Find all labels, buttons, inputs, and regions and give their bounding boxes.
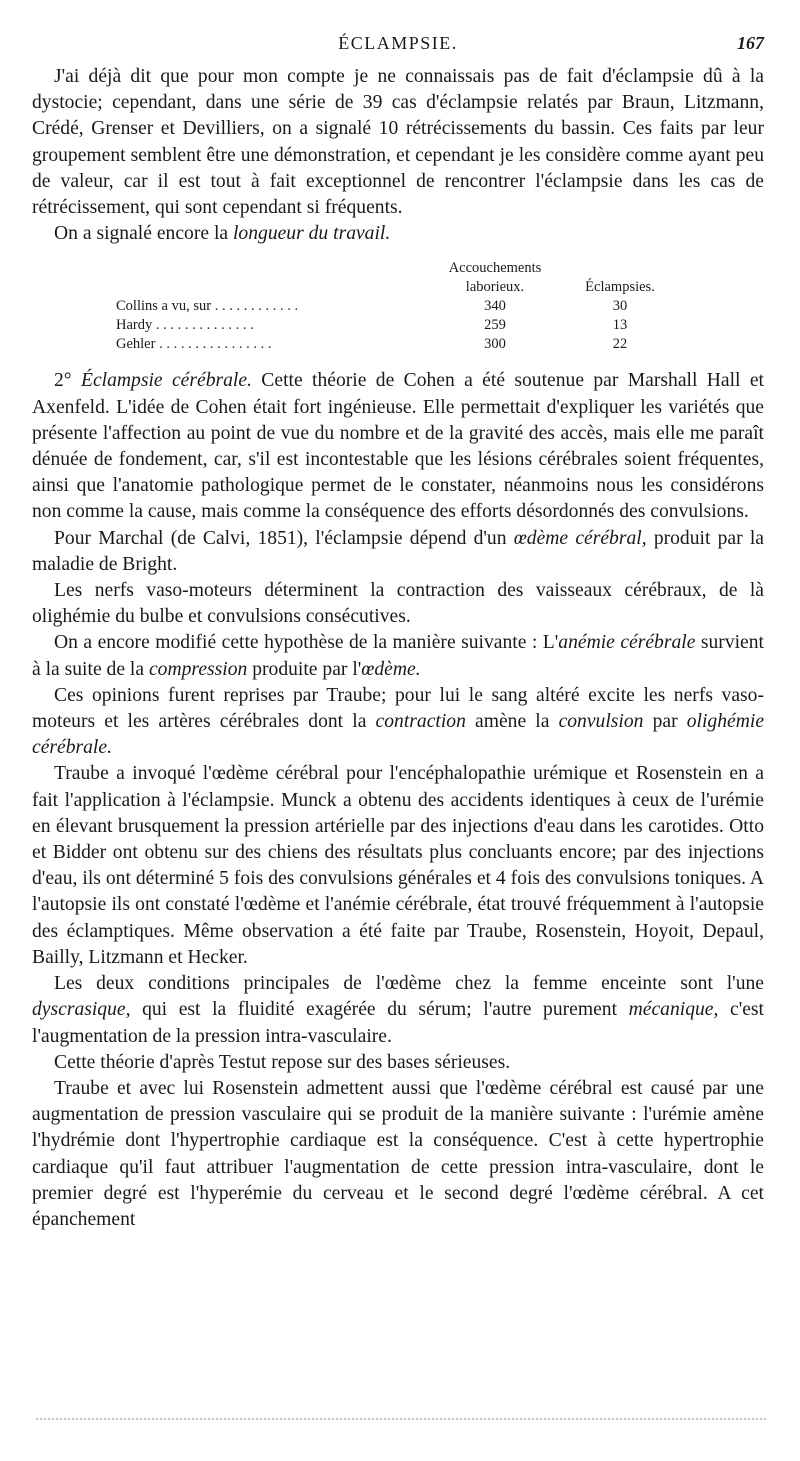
paragraph-eclampsie-cerebrale: 2° Éclampsie cérébrale. Cette théorie de Cohen a été soutenue par Marshall Hall et Axenfeld. L'idée de Cohen était fort ingénieuse. Elle permettait d'expliquer les variétés que présente l'affection au point de vue du nombre et de la gravité des accès, mais elle me paraît dénuée de fondement, car, s'il est incontestable que les lésions cérébrales soient fréquentes, ainsi que l'anatomie pathologique permet de le constater, néanmoins nous les considérons non comme la cause, mais comme la conséquence des efforts désordonnés des convulsions. [32, 370, 764, 523]
leader-dots: . . . . . . . . . . . . . . [155, 317, 254, 334]
paragraph-longueur-travail: On a signalé encore la longueur du travail. [54, 223, 391, 245]
cell-laborieux: 300 [484, 336, 506, 353]
column-header-laborieux: Accouchements laborieux. [448, 260, 542, 296]
row-label: Hardy [116, 317, 153, 334]
table-header-row [116, 259, 690, 297]
column-header-eclampsies: Éclampsies. [585, 279, 655, 296]
cell-eclampsies: 13 [612, 317, 628, 334]
row-label: Collins a vu, sur [116, 298, 212, 315]
table-row [116, 335, 690, 354]
book-page [32, 30, 764, 1233]
page-number: 167 [737, 33, 764, 53]
table-row [116, 297, 690, 316]
paragraph-nerfs-vaso-moteurs: Les nerfs vaso-moteurs déterminent la contraction des vaisseaux cérébraux, de là olighémie du bulbe et convulsions consécutives. [32, 580, 764, 628]
cell-laborieux: 340 [484, 298, 506, 315]
paragraph-traube-oedeme: Traube a invoqué l'œdème cérébral pour l'encéphalopathie urémique et Rosenstein en a fait l'application à l'éclampsie. Munck a obtenu des accidents identiques à ceux de l'urémie en élevant brusquement la pression artérielle par des injections d'eau dans les carotides. Otto et Bidder ont obtenu sur des chiens des résultats plus concluants encore; par des injections d'eau, ils ont déterminé 5 fois des convulsions générales et 4 fois des convulsions toniques. A l'autopsie ils ont constaté l'œdème et l'anémie cérébrale, état trouvé fréquemment à l'autopsie des éclamptiques. Même observation a été faite par Traube, Rosenstein, Hoyoit, Depaul, Bailly, Litzmann et Hecker. [32, 763, 764, 968]
paragraph-deux-conditions: Les deux conditions principales de l'œdème chez la femme enceinte sont l'une dyscrasique, qui est la fluidité exagérée du sérum; l'autre purement mécanique, c'est l'augmentation de la pression intra-vasculaire. [32, 973, 764, 1047]
cell-eclampsies: 22 [612, 336, 628, 353]
paragraph-marchal: Pour Marchal (de Calvi, 1851), l'éclampsie dépend d'un œdème cérébral, produit par la maladie de Bright. [32, 527, 764, 575]
statistics-table [116, 259, 690, 354]
running-title: ÉCLAMPSIE. [338, 33, 458, 53]
running-header [32, 30, 764, 56]
paragraph-traube-opinions: Ces opinions furent reprises par Traube; pour lui le sang altéré excite les nerfs vaso-moteurs et les artères cérébrales dont la contraction amène la convulsion par olighémie cérébrale. [32, 684, 765, 759]
paragraph-hypothese-modifiee: On a encore modifié cette hypothèse de la manière suivante : L'anémie cérébrale survient à la suite de la compression produite par l'œdème. [32, 632, 764, 680]
section-heading: Éclampsie cérébrale. [81, 370, 252, 392]
paragraph-traube-rosenstein: Traube et avec lui Rosenstein admettent aussi que l'œdème cérébral est causé par une augmentation de pression vasculaire qui se produit de la manière suivante : l'urémie amène l'hydrémie dont l'hypertrophie cardiaque est la conséquence. C'est à cette hypertrophie cardiaque qu'il faut attribuer l'augmentation de cette pression intra-vasculaire, dont le premier degré est l'hyperémie du cerveau et le second degré l'œdème cérébral. A cet épanchement [32, 1077, 764, 1230]
table-row [116, 316, 690, 335]
leader-dots: . . . . . . . . . . . . . . . . [159, 336, 272, 353]
bottom-scan-rule [36, 1418, 766, 1420]
leader-dots: . . . . . . . . . . . . [214, 298, 299, 315]
cell-laborieux: 259 [484, 317, 506, 334]
cell-eclampsies: 30 [612, 298, 628, 315]
paragraph-testut: Cette théorie d'après Testut repose sur des bases sérieuses. [54, 1051, 511, 1073]
paragraph-dystocie: J'ai déjà dit que pour mon compte je ne connaissais pas de fait d'éclampsie dû à la dystocie; cependant, dans une série de 39 cas d'éclampsie relatés par Braun, Litzmann, Crédé, Grenser et Devilliers, on a signalé 10 rétrécissements du bassin. Ces faits par leur groupement semblent être une démonstration, et cependant je les considère comme ayant peu de valeur, car il est tout à fait exceptionnel de rencontrer l'éclampsie dans les cas de rétrécissement, qui sont cependant si fréquents. [32, 66, 764, 219]
row-label: Gehler [116, 336, 156, 353]
